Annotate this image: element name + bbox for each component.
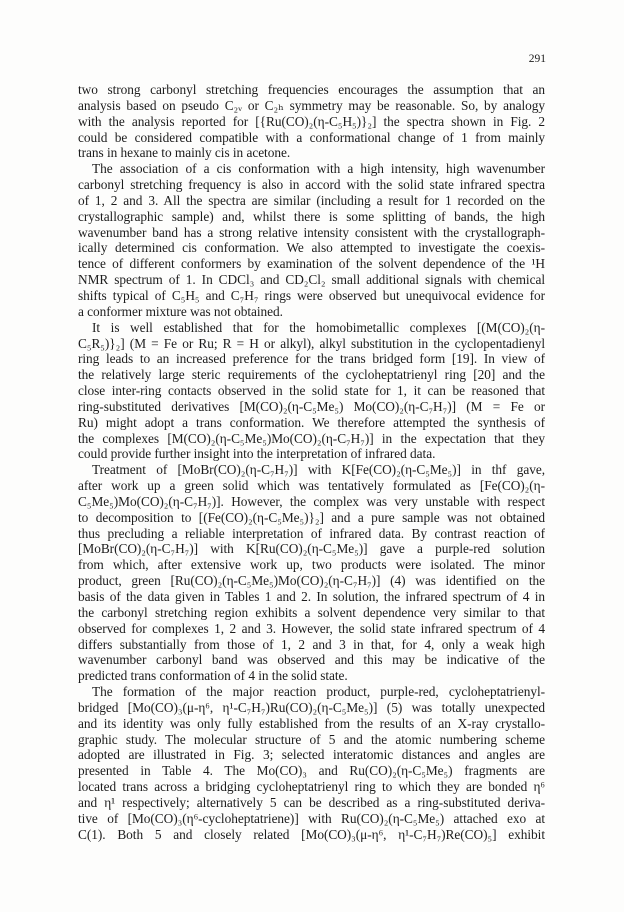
text-line: thus precluding a reliable interpretation of infrared data. By contrast reaction of	[78, 525, 545, 541]
text-line: located trans across a bridging cycloheptatrienyl ring to which they are bonded η⁶	[78, 779, 545, 795]
text-line: crystallographic sample) and, whilst there is some splitting of bands, the high	[78, 208, 545, 224]
text-line: basis of the data given in Tables 1 and 2. In solution, the infrared spectrum of 4 in	[78, 589, 545, 604]
text-line: the carbonyl stretching region exhibits a solvent dependence very similar to that	[78, 604, 545, 620]
text-line: of 1, 2 and 3. All the spectra are similar (including a result for 1 recorded on the	[78, 192, 545, 208]
text-line: bridged [Mo(CO)₃(μ-η⁶, η¹-C₇H₇)Ru(CO)₂(η-C₅Me₅)] (5) was totally unexpected	[78, 699, 545, 715]
text-line: product, green [Ru(CO)₂(η-C₅Me₅)Mo(CO)₂(η-C₇H₇)] (4) was identified on the	[78, 573, 545, 589]
text-line: with the analysis reported for [{Ru(CO)₂(η-C₅H₅)}₂] the spectra shown in Fig. 2	[78, 113, 545, 129]
text-line: a conformer mixture was not obtained.	[78, 303, 283, 319]
body-text	[78, 82, 545, 843]
text-line: NMR spectrum of 1. In CDCl₃ and CD₂Cl₂ small additional signals with chemical	[78, 272, 545, 288]
text-line: the complexes [M(CO)₂(η-C₅Me₅)Mo(CO)₂(η-C₇H₇)] in the expectation that they	[78, 430, 545, 446]
text-line: close inter-ring contacts observed in the solid state for 1, it can be reasoned that	[78, 383, 545, 399]
text-line: after work up a green solid which was tentatively formulated as [Fe(CO)₂(η-	[78, 478, 545, 494]
text-line: [MoBr(CO)₂(η-C₇H₇)] with K[Ru(CO)₂(η-C₅Me₅)] gave a purple-red solution	[78, 541, 545, 557]
text-line: differs substantially from those of 1, 2 and 3 in that, for 4, only a weak high	[78, 636, 545, 652]
text-line: could be considered compatible with a conformational change of 1 from mainly	[78, 129, 545, 145]
text-line: carbonyl stretching frequency is also in accord with the solid state infrared spectra	[78, 177, 545, 193]
text-line: the relatively large steric requirements of the cycloheptatrienyl ring [20] and the	[78, 367, 545, 383]
text-line: two strong carbonyl stretching frequencies encourages the assumption that an	[78, 82, 545, 97]
text-line: to decomposition to [(Fe(CO)₂(η-C₅Me₅)}₂] and a pure sample was not obtained	[78, 509, 545, 525]
text-line: could provide further insight into the interpretation of infrared data.	[78, 446, 436, 462]
text-line: wavenumber carbonyl band was observed and this may be indicative of the	[78, 652, 545, 668]
text-line: observed for complexes 1, 2 and 3. However, the solid state infrared spectrum of 4	[78, 620, 545, 636]
text-line: graphic study. The molecular structure of 5 and the atomic numbering scheme	[78, 731, 545, 747]
text-line: The formation of the major reaction product, purple-red, cycloheptatrienyl-	[92, 684, 545, 700]
text-line: trans in hexane to mainly cis in acetone.	[78, 145, 291, 161]
text-line: adopted are illustrated in Fig. 3; selected interatomic distances and angles are	[78, 747, 545, 763]
text-line: shifts typical of C₅H₅ and C₇H₇ rings were observed but unequivocal evidence for	[78, 287, 545, 303]
text-line: wavenumber band has a strong relative intensity consistent with the crystallograph-	[78, 224, 545, 240]
text-line: presented in Table 4. The Mo(CO)₃ and Ru(CO)₂(η-C₅Me₅) fragments are	[78, 763, 545, 779]
text-line: Treatment of [MoBr(CO)₂(η-C₇H₇)] with K[Fe(CO)₂(η-C₅Me₅)] in thf gave,	[92, 462, 545, 478]
text-line: from which, after extensive work up, two products were isolated. The minor	[78, 557, 545, 573]
text-line: It is well established that for the homobimetallic complexes [(M(CO)₂(η-	[92, 319, 545, 335]
text-line: tence of different conformers by examination of the solvent dependence of the ¹H	[78, 256, 545, 272]
text-line: and its identity was only fully established from the results of an X-ray crystallo-	[78, 715, 545, 731]
text-line: ring leads to an increased preference for the trans bridged form [19]. In view of	[78, 351, 545, 367]
text-line: Ru) might adopt a trans conformation. We therefore attempted the synthesis of	[78, 414, 545, 430]
text-line: ically determined cis conformation. We also attempted to investigate the coexis-	[78, 240, 545, 256]
text-line: and η¹ respectively; alternatively 5 can be described as a ring-substituted deriva-	[78, 794, 545, 810]
text-line: analysis based on pseudo C₂ᵥ or C₂ₕ symmetry may be reasonable. So, by analogy	[78, 97, 545, 113]
text-line: predicted trans conformation of 4 in the solid state.	[78, 668, 348, 684]
page-number: 291	[528, 53, 546, 65]
text-line: The association of a cis conformation with a high intensity, high wavenumber	[92, 161, 545, 177]
text-line: ring-substituted derivatives [M(CO)₂(η-C₅Me₅) Mo(CO)₂(η-C₇H₇)] (M = Fe or	[78, 398, 545, 414]
text-line: tive of [Mo(CO)₃(η⁶-cycloheptatriene)] with Ru(CO)₂(η-C₅Me₅) attached exo at	[78, 810, 545, 826]
text-line: C₅Me₅)Mo(CO)₂(η-C₇H₇)]. However, the complex was very unstable with respect	[78, 493, 545, 509]
text-line: C₅R₅)}₂] (M = Fe or Ru; R = H or alkyl), alkyl substitution in the cyclopentadienyl	[78, 335, 545, 351]
text-line: C(1). Both 5 and closely related [Mo(CO)₃(μ-η⁶, η¹-C₇H₇)Re(CO)₅] exhibit	[78, 826, 545, 842]
